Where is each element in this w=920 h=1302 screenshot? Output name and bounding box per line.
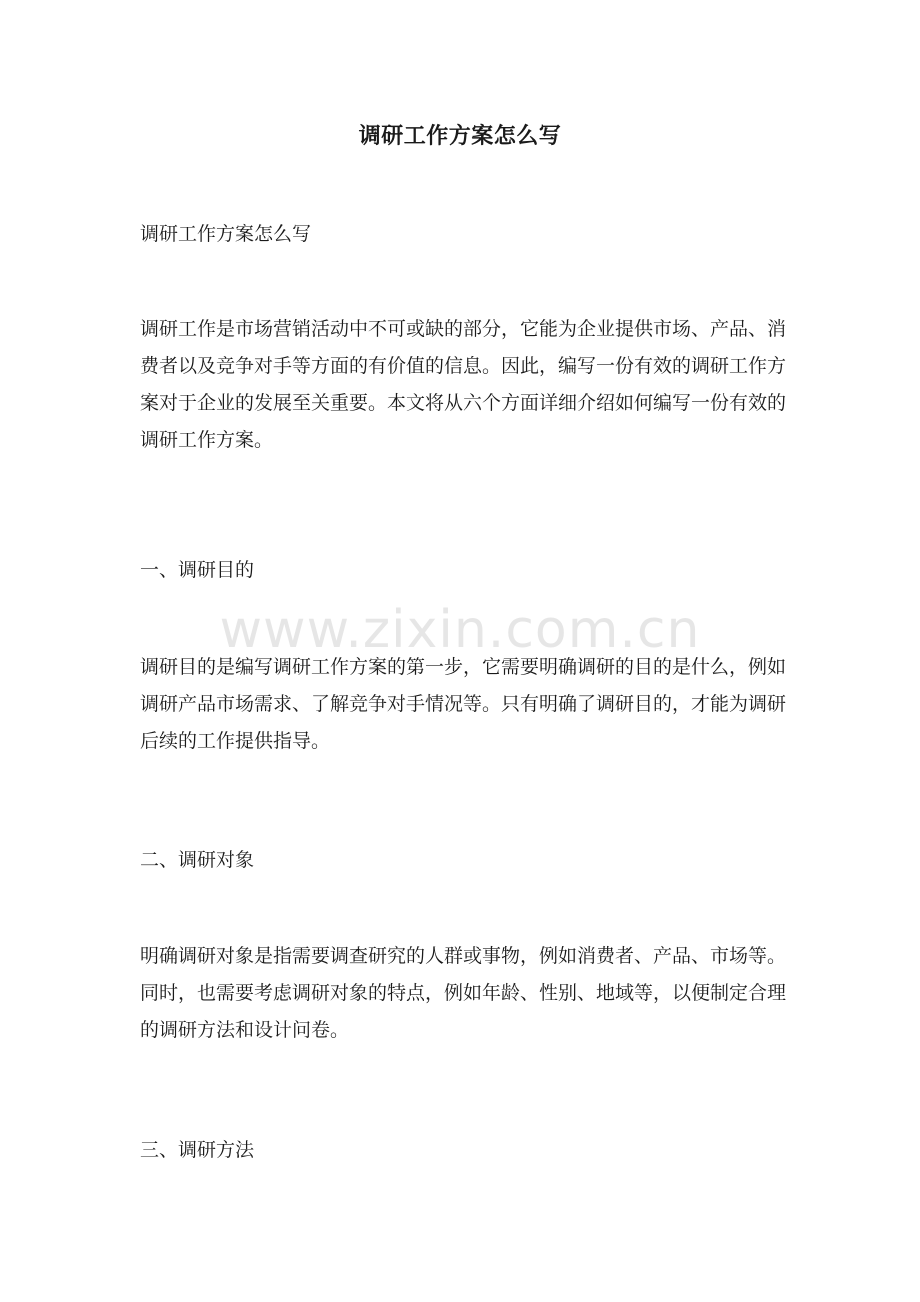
section-body-subject: 明确调研对象是指需要调查研究的人群或事物，例如消费者、产品、市场等。同时，也需要考虑调研对象的特点，例如年龄、性别、地域等，以便制定合理的调研方法和设计问卷。	[140, 945, 787, 1041]
document-subtitle: 调研工作方案怎么写	[140, 223, 312, 245]
section-body-purpose: 调研目的是编写调研工作方案的第一步，它需要明确调研的目的是什么，例如调研产品市场需求、了解竞争对手情况等。只有明确了调研目的，才能为调研后续的工作提供指导。	[140, 656, 787, 752]
section-heading-purpose: 一、调研目的	[140, 559, 255, 581]
document-title: 调研工作方案怎么写	[358, 123, 562, 149]
watermark: www.zixin.com.cn	[219, 600, 701, 660]
section-heading-subject: 二、调研对象	[140, 849, 255, 871]
intro-paragraph: 调研工作是市场营销活动中不可或缺的部分，它能为企业提供市场、产品、消费者以及竞争对手等方面的有价值的信息。因此，编写一份有效的调研工作方案对于企业的发展至关重要。本文将从六个方面详细介绍如何编写一份有效的调研工作方案。	[140, 318, 787, 451]
section-heading-method: 三、调研方法	[140, 1139, 255, 1161]
